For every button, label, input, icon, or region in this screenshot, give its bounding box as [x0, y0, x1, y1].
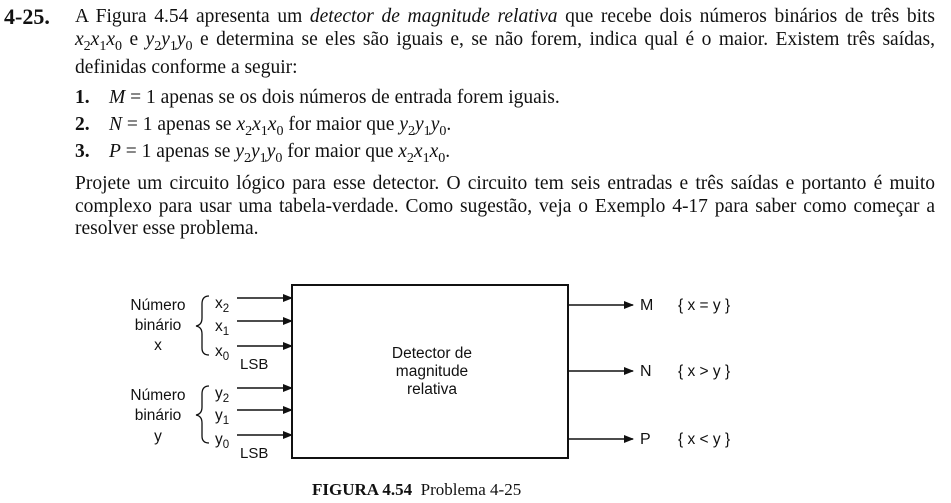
- group-x-label-line-3: x: [154, 337, 162, 354]
- group-x-brace: [196, 296, 209, 355]
- group-x-label-line-2: binário: [134, 317, 182, 334]
- condition-text: M = 1 apenas se os dois números de entrada forem iguais.: [109, 87, 560, 108]
- lsb-x-label: LSB: [240, 356, 269, 373]
- output-m-condition: { x = y }: [678, 297, 731, 314]
- input-x2-label: $x_2$: [215, 295, 230, 315]
- group-x-label-line-1: Número: [130, 297, 186, 314]
- condition-text: P = 1 apenas se $y_2y_1y_0$ for maior que $x_2x_1x_0$.: [109, 141, 451, 166]
- input-y0-label: $y_0$: [215, 431, 230, 451]
- output-n-condition: { x > y }: [678, 363, 731, 380]
- figure-caption-label: FIGURA 4.54: [312, 480, 413, 499]
- group-y-label-line-2: binário: [134, 407, 182, 424]
- input-x0-label: $x_0$: [215, 343, 230, 363]
- problem-closing: Projete um circuito lógico para esse detector. O circuito tem seis entradas e três saídas e portanto é muito complexo para usar uma tabela-verdade. Como sugestão, veja o Exemplo 4-17 para saber como começar a resolver esse problema.: [75, 173, 935, 239]
- output-n-label: N: [640, 363, 652, 380]
- group-y-label-line-3: y: [154, 428, 162, 445]
- condition-number: 1.: [75, 87, 90, 108]
- condition-number: 2.: [75, 114, 90, 135]
- detector-label-line-1: Detector de: [391, 345, 473, 362]
- lsb-y-label: LSB: [240, 445, 269, 462]
- output-p-label: P: [640, 431, 651, 448]
- condition-text: N = 1 apenas se $x_2x_1x_0$ for maior que $y_2y_1y_0$.: [109, 114, 452, 139]
- detector-label-line-2: magnitude: [395, 363, 469, 380]
- condition-number: 3.: [75, 141, 90, 162]
- input-y1-label: $y_1$: [215, 407, 230, 427]
- output-p-condition: { x < y }: [678, 431, 731, 448]
- figure-caption: [312, 480, 521, 500]
- group-y-label-line-1: Número: [130, 387, 186, 404]
- detector-label-line-3: relativa: [407, 381, 457, 398]
- problem-intro: A Figura 4.54 apresenta um detector de magnitude relativa que recebe dois números binários de três bits $x_2x_1x_0$ e $y_2y_1y_0$ e determina se eles são iguais e, se não forem, indica qual é o maior. Existem três saídas, definidas conforme a seguir:: [75, 6, 935, 78]
- group-y-brace: [196, 386, 209, 443]
- input-x1-label: $x_1$: [215, 318, 230, 338]
- figure-caption-text: Problema 4-25: [420, 480, 522, 499]
- input-y2-label: $y_2$: [215, 385, 230, 405]
- output-m-label: M: [640, 297, 654, 314]
- problem-number: 4-25.: [4, 4, 50, 29]
